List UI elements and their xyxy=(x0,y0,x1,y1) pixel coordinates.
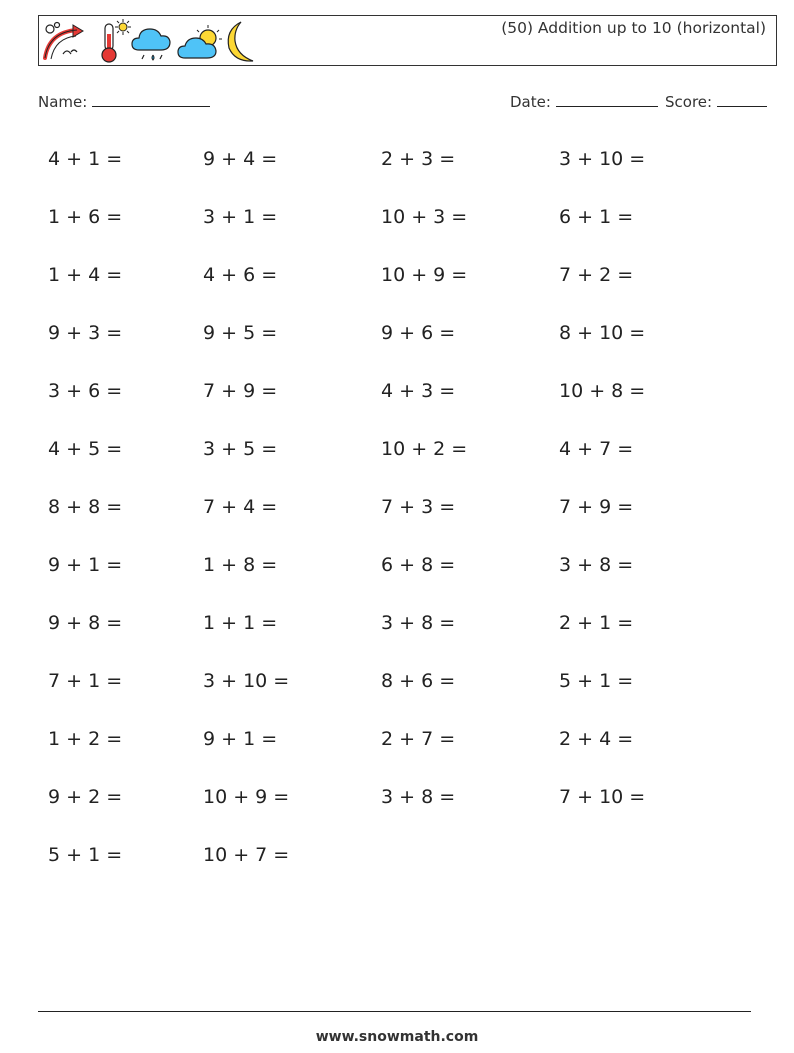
problem-item: 4 + 1 = xyxy=(48,148,123,170)
problem-item: 9 + 8 = xyxy=(48,612,123,634)
rainbow-icon xyxy=(45,23,83,60)
weather-icons xyxy=(41,18,271,64)
worksheet-title: (50) Addition up to 10 (horizontal) xyxy=(501,19,766,37)
date-field[interactable] xyxy=(510,93,658,111)
problem-item: 3 + 8 = xyxy=(559,554,634,576)
sun-cloud-icon xyxy=(178,25,222,58)
problem-item: 6 + 8 = xyxy=(381,554,456,576)
problem-item: 9 + 6 = xyxy=(381,322,456,344)
problem-item: 8 + 10 = xyxy=(559,322,646,344)
problem-item: 8 + 6 = xyxy=(381,670,456,692)
thermometer-sun-icon xyxy=(102,19,131,62)
problem-item: 10 + 2 = xyxy=(381,438,468,460)
problem-item: 3 + 1 = xyxy=(203,206,278,228)
problem-item: 1 + 4 = xyxy=(48,264,123,286)
problem-item: 3 + 8 = xyxy=(381,786,456,808)
problem-item: 7 + 9 = xyxy=(559,496,634,518)
problem-item: 9 + 2 = xyxy=(48,786,123,808)
footer-divider xyxy=(38,1011,751,1012)
score-blank[interactable] xyxy=(717,94,767,107)
problem-item: 2 + 1 = xyxy=(559,612,634,634)
problem-item: 3 + 6 = xyxy=(48,380,123,402)
problem-item: 1 + 8 = xyxy=(203,554,278,576)
problem-item: 4 + 3 = xyxy=(381,380,456,402)
problem-item: 4 + 7 = xyxy=(559,438,634,460)
problem-item: 4 + 6 = xyxy=(203,264,278,286)
problem-item: 10 + 3 = xyxy=(381,206,468,228)
problem-item: 5 + 1 = xyxy=(48,844,123,866)
problem-item: 1 + 6 = xyxy=(48,206,123,228)
date-label: Date: xyxy=(510,93,551,111)
problem-item: 2 + 4 = xyxy=(559,728,634,750)
problem-item: 10 + 9 = xyxy=(203,786,290,808)
problem-item: 3 + 10 = xyxy=(559,148,646,170)
worksheet-header xyxy=(38,15,777,66)
problem-item: 9 + 3 = xyxy=(48,322,123,344)
name-field[interactable] xyxy=(38,93,210,111)
problem-item: 10 + 7 = xyxy=(203,844,290,866)
problem-item: 1 + 2 = xyxy=(48,728,123,750)
problem-item: 6 + 1 = xyxy=(559,206,634,228)
problem-item: 3 + 8 = xyxy=(381,612,456,634)
problem-item: 1 + 1 = xyxy=(203,612,278,634)
problem-item: 7 + 2 = xyxy=(559,264,634,286)
score-field[interactable] xyxy=(665,93,767,111)
footer-website: www.snowmath.com xyxy=(315,1029,479,1045)
problem-item: 10 + 9 = xyxy=(381,264,468,286)
problem-item: 7 + 1 = xyxy=(48,670,123,692)
problem-item: 7 + 4 = xyxy=(203,496,278,518)
problem-item: 10 + 8 = xyxy=(559,380,646,402)
name-label: Name: xyxy=(38,93,88,111)
problem-item: 3 + 10 = xyxy=(203,670,290,692)
name-blank[interactable] xyxy=(92,94,210,107)
problem-item: 9 + 1 = xyxy=(203,728,278,750)
problem-item: 7 + 10 = xyxy=(559,786,646,808)
problem-item: 9 + 5 = xyxy=(203,322,278,344)
problem-item: 8 + 8 = xyxy=(48,496,123,518)
problem-item: 7 + 3 = xyxy=(381,496,456,518)
problem-item: 9 + 4 = xyxy=(203,148,278,170)
problem-item: 5 + 1 = xyxy=(559,670,634,692)
problem-item: 9 + 1 = xyxy=(48,554,123,576)
score-label: Score: xyxy=(665,93,713,111)
problem-item: 2 + 7 = xyxy=(381,728,456,750)
problem-item: 7 + 9 = xyxy=(203,380,278,402)
rain-cloud-icon xyxy=(132,29,170,60)
date-blank[interactable] xyxy=(556,94,658,107)
crescent-moon-icon xyxy=(228,22,253,61)
problem-item: 3 + 5 = xyxy=(203,438,278,460)
problem-item: 4 + 5 = xyxy=(48,438,123,460)
problem-item: 2 + 3 = xyxy=(381,148,456,170)
